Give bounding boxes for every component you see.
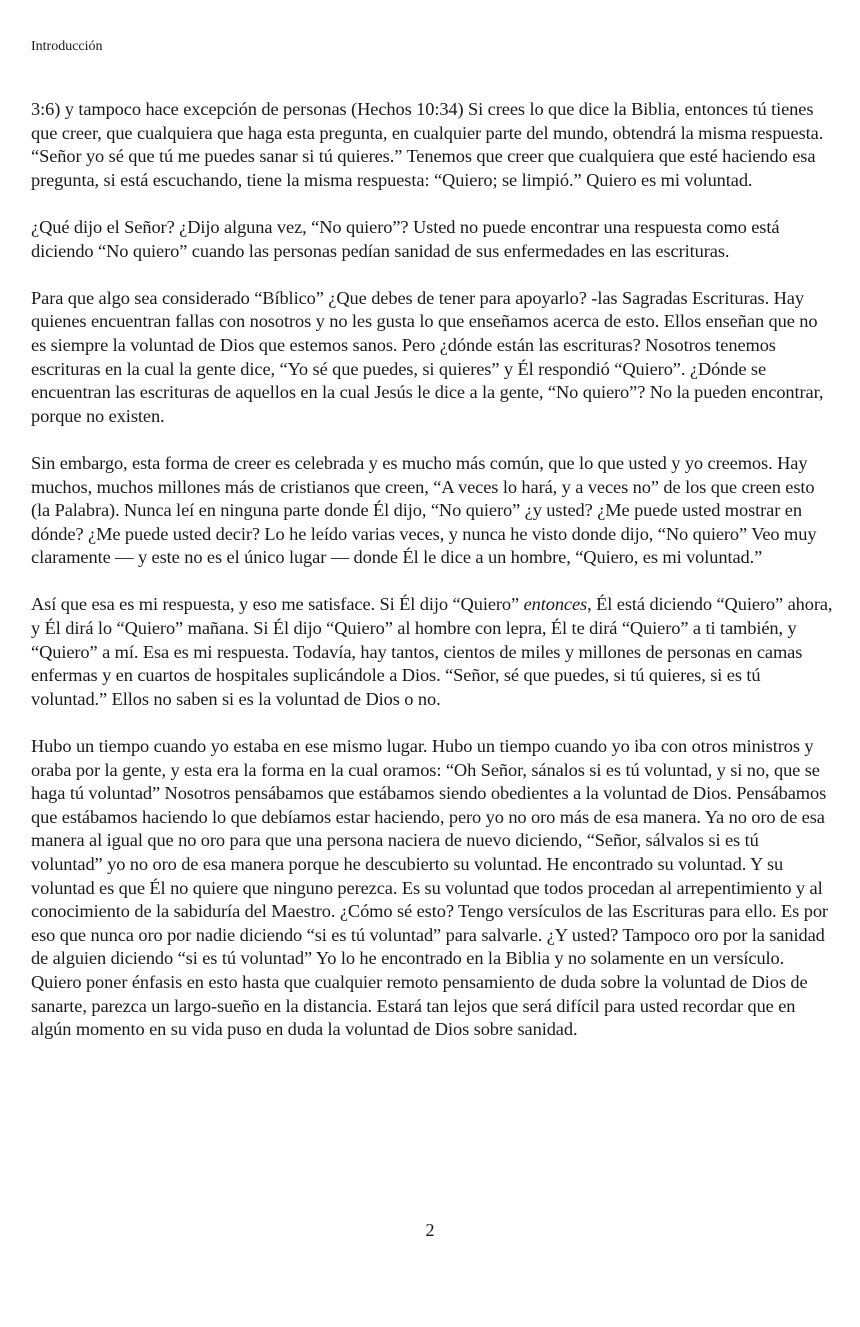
paragraph-1: [31, 98, 833, 192]
paragraph-text-after: , Él está diciendo “Quiero” ahora, y Él dirá lo “Quiero” mañana. Si Él dijo “Quiero” al hombre con lepra, Él te dirá “Quiero” a ti también, y “Quiero” a mí. Esa es mi respuesta. Todavía, hay tantos, cientos de miles y millones de personas en camas enfermas y en cuartos de hospitales suplicándole a Dios. “Señor, sé que puedes, si tú quieres, si es tú voluntad.” Ellos no saben si es la voluntad de Dios o no.: [31, 594, 833, 709]
paragraph-4: [31, 452, 833, 570]
page-number: 2: [425, 1220, 435, 1240]
paragraph-5: [31, 593, 833, 711]
paragraph-text: ¿Qué dijo el Señor? ¿Dijo alguna vez, “No quiero”? Usted no puede encontrar una respuesta como está diciendo “No quiero” cuando las personas pedían sanidad de sus enfermedades en las escrituras.: [31, 216, 780, 261]
paragraph-6: [31, 735, 833, 1042]
paragraph-text: Hubo un tiempo cuando yo estaba en ese mismo lugar. Hubo un tiempo cuando yo iba con otros ministros y oraba por la gente, y esta era la forma en la cual oramos: “Oh Señor, sánalos si es tú voluntad, y si no, que se haga tú voluntad” Nosotros pensábamos que estábamos siendo obedientes a la voluntad de Dios. Pensábamos que estábamos haciendo lo que debíamos estar haciendo, pero yo no oro más de esa manera. Ya no oro de esa manera al igual que no oro para que una persona naciera de nuevo diciendo, “Señor, sálvalos si es tú voluntad” yo no oro de esa manera porque he descubierto su voluntad. He encontrado su voluntad. Y su voluntad es que Él no quiere que ninguno perezca. Es su voluntad que todos procedan al arrepentimiento y al conocimiento de la sabiduría del Maestro. ¿Cómo sé esto? Tengo versículos de las Escrituras para ello. Es por eso que nunca oro por nadie diciendo “si es tú voluntad” para salvarle. ¿Y usted? Tampoco oro por la sanidad de alguien diciendo “si es tú voluntad” Yo lo he encontrado en la Biblia y no solamente en un versículo. Quiero poner énfasis en esto hasta que cualquier remoto pensamiento de duda sobre la voluntad de Dios de sanarte, parezca un largo-sueño en la distancia. Estará tan lejos que será difícil para usted recordar que en algún momento en su vida puso en duda la voluntad de Dios sobre sanidad.: [31, 736, 828, 1040]
paragraph-text-before: Así que esa es mi respuesta, y eso me satisface. Si Él dijo “Quiero”: [31, 594, 524, 615]
paragraph-italic-word: entonces: [523, 594, 588, 615]
running-header: [31, 38, 103, 56]
paragraph-text: 3:6) y tampoco hace excepción de personas (Hechos 10:34) Si crees lo que dice la Biblia, entonces tú tienes que creer, que cualquiera que haga esta pregunta, en cualquier parte del mundo, obtendrá la misma respuesta. “Señor yo sé que tú me puedes sanar si tú quieres.” Tenemos que creer que cualquiera que esté haciendo esa pregunta, si está escuchando, tiene la misma respuesta: “Quiero; se limpió.” Quiero es mi voluntad.: [31, 99, 824, 190]
document-body: [31, 98, 833, 1065]
section-title: Introducción: [31, 39, 103, 54]
paragraph-text: Para que algo sea considerado “Bíblico” ¿Que debes de tener para apoyarlo? -las Sagradas Escrituras. Hay quienes encuentran fallas con nosotros y no les gusta lo que enseñamos acerca de esto. Ellos enseñan que no es siempre la voluntad de Dios que estemos sanos. Pero ¿dónde están las escrituras? Nosotros tenemos escrituras en la cual la gente dice, “Yo sé que puedes, si quieres” y Él respondió “Quiero”. ¿Dónde se encuentran las escrituras de aquellos en la cual Jesús le dice a la gente, “No quiero”? No la pueden encontrar, porque no existen.: [31, 287, 824, 426]
paragraph-2: [31, 216, 833, 263]
paragraph-text: Sin embargo, esta forma de creer es celebrada y es mucho más común, que lo que usted y yo creemos. Hay muchos, muchos millones más de cristianos que creen, “A veces lo hará, y a veces no” de los que creen esto (la Palabra). Nunca leí en ninguna parte donde Él dijo, “No quiero” ¿y usted? ¿Me puede usted mostrar en dónde? ¿Me puede usted decir? Lo he leído varias veces, y nunca he visto donde dijo, “No quiero” Veo muy claramente — y este no es el único lugar — donde Él le dice a un hombre, “Quiero, es mi voluntad.”: [31, 452, 817, 568]
paragraph-3: [31, 287, 833, 429]
